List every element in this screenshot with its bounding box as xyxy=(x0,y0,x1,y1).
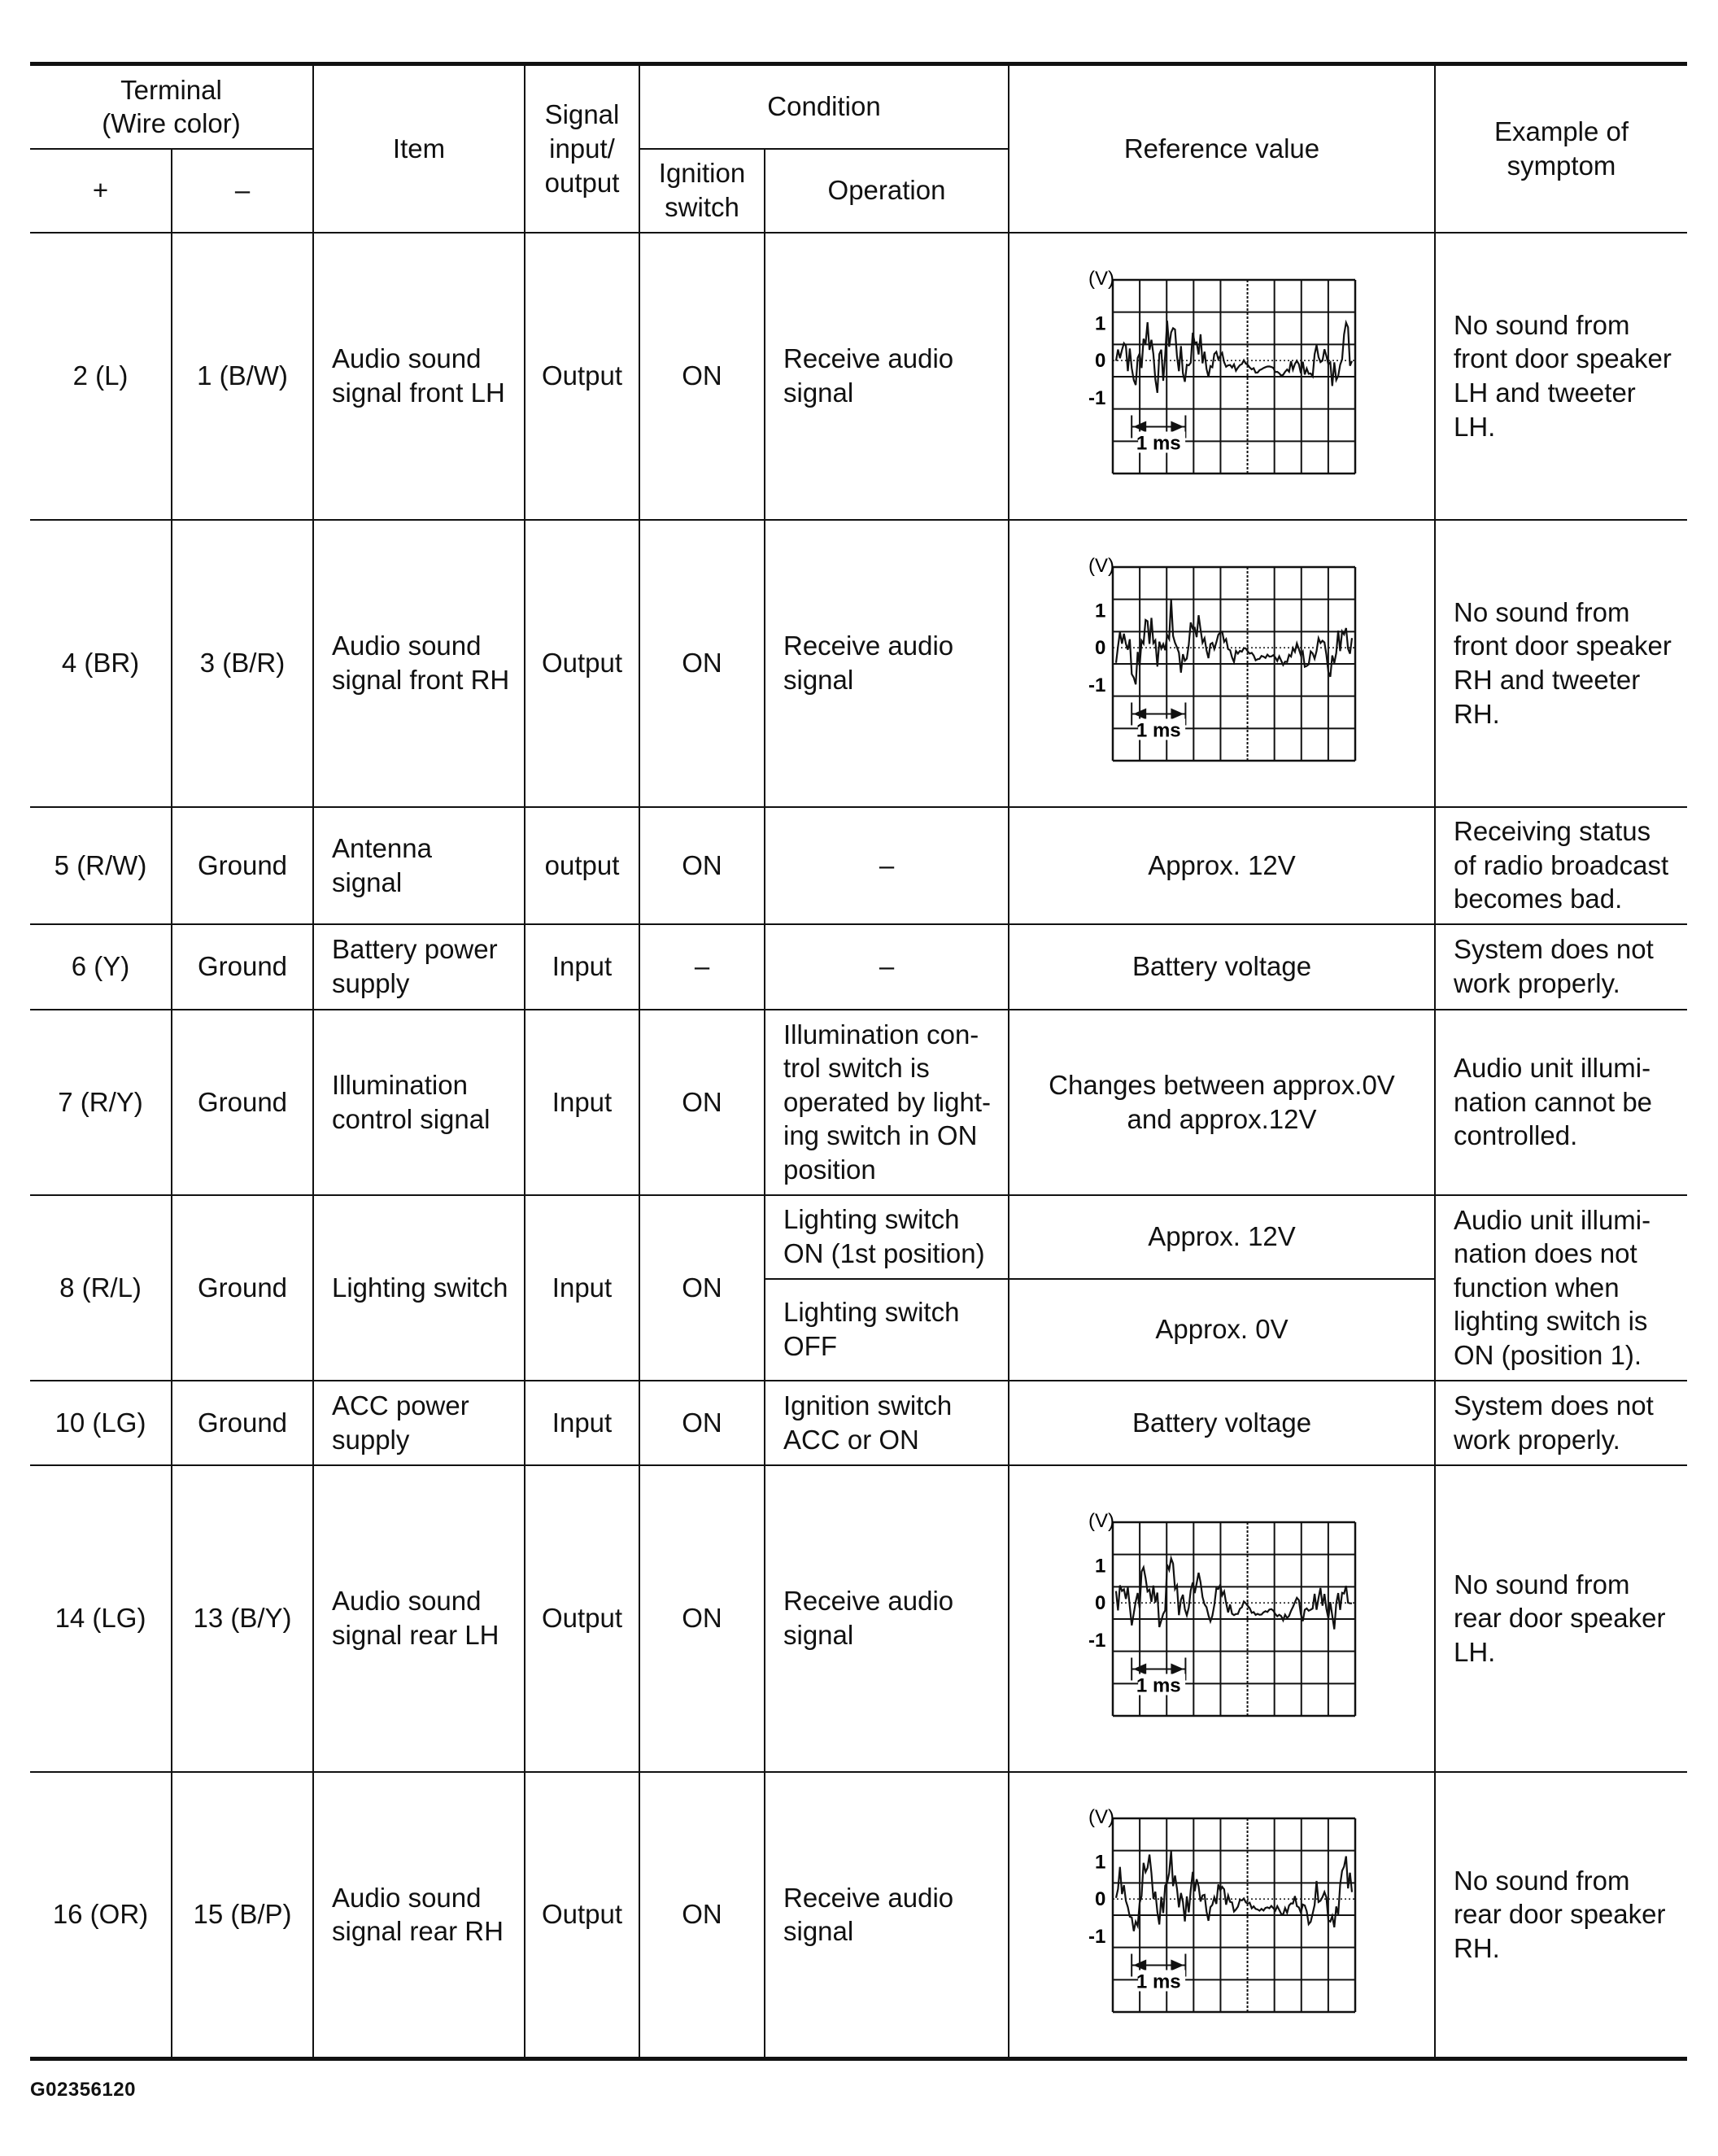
cell-reference: Approx. 0V xyxy=(1009,1279,1435,1381)
table-row xyxy=(30,1772,1687,2059)
cell-minus: 13 (B/Y) xyxy=(172,1465,313,1772)
cell-symptom: No sound from front door speaker LH and tweeter LH. xyxy=(1435,233,1687,520)
scale-label: 1 ms xyxy=(1136,1971,1181,1993)
y-tick-0: 0 xyxy=(1095,637,1106,660)
cell-item: ACC power supply xyxy=(313,1381,525,1465)
v-unit-label: (V) xyxy=(1088,1809,1114,1829)
cell-ignition: – xyxy=(639,924,765,1010)
cell-operation: Lighting switch OFF xyxy=(765,1279,1009,1381)
cell-symptom: System does not work properly. xyxy=(1435,924,1687,1010)
cell-io: output xyxy=(525,807,639,924)
cell-ignition: ON xyxy=(639,1010,765,1195)
y-tick-0: 0 xyxy=(1095,1888,1106,1911)
cell-ignition: ON xyxy=(639,1195,765,1381)
cell-io: Input xyxy=(525,1381,639,1465)
y-tick-0: 0 xyxy=(1095,1592,1106,1615)
header-terminal: Terminal (Wire color) xyxy=(30,64,313,149)
cell-operation: Receive audio signal xyxy=(765,233,1009,520)
cell-reference-waveform xyxy=(1009,1772,1435,2059)
cell-minus: Ground xyxy=(172,1010,313,1195)
cell-plus: 7 (R/Y) xyxy=(30,1010,172,1195)
cell-reference-waveform xyxy=(1009,1465,1435,1772)
scale-arrow xyxy=(1171,708,1184,719)
y-tick-1: 1 xyxy=(1095,312,1106,335)
cell-minus: Ground xyxy=(172,924,313,1010)
scale-arrow xyxy=(1171,421,1184,432)
cell-operation: Receive audio signal xyxy=(765,1465,1009,1772)
table-row xyxy=(30,1195,1687,1279)
waveform-trace xyxy=(1116,321,1352,393)
cell-item: Audio sound signal front LH xyxy=(313,233,525,520)
cell-ignition: ON xyxy=(639,1381,765,1465)
header-reference: Reference value xyxy=(1009,64,1435,233)
header-operation: Operation xyxy=(765,149,1009,233)
cell-io: Output xyxy=(525,520,639,807)
cell-item: Battery power supply xyxy=(313,924,525,1010)
cell-symptom: No sound from rear door speaker RH. xyxy=(1435,1772,1687,2059)
header-symptom: Example of symptom xyxy=(1435,64,1687,233)
cell-symptom: Audio unit illumi- nation cannot be controlled. xyxy=(1435,1010,1687,1195)
header-minus: – xyxy=(172,149,313,233)
scale-label: 1 ms xyxy=(1136,1674,1181,1697)
cell-operation: Receive audio signal xyxy=(765,520,1009,807)
cell-operation: Receive audio signal xyxy=(765,1772,1009,2059)
table-row xyxy=(30,1010,1687,1195)
cell-reference: Battery voltage xyxy=(1009,924,1435,1010)
y-tick-1: 1 xyxy=(1095,1851,1106,1874)
header-ignition: Ignition switch xyxy=(639,149,765,233)
cell-symptom: System does not work properly. xyxy=(1435,1381,1687,1465)
cell-reference: Battery voltage xyxy=(1009,1381,1435,1465)
scale-label: 1 ms xyxy=(1136,432,1181,455)
waveform-trace xyxy=(1116,1851,1352,1931)
v-unit-label: (V) xyxy=(1088,557,1114,577)
cell-plus: 6 (Y) xyxy=(30,924,172,1010)
cell-plus: 10 (LG) xyxy=(30,1381,172,1465)
cell-minus: Ground xyxy=(172,1195,313,1381)
cell-ignition: ON xyxy=(639,1465,765,1772)
y-tick-minus1: -1 xyxy=(1088,1926,1106,1949)
waveform-chart xyxy=(1084,557,1360,769)
cell-minus: 3 (B/R) xyxy=(172,520,313,807)
cell-plus: 5 (R/W) xyxy=(30,807,172,924)
cell-operation: Ignition switch ACC or ON xyxy=(765,1381,1009,1465)
cell-io: Input xyxy=(525,1010,639,1195)
cell-plus: 2 (L) xyxy=(30,233,172,520)
cell-operation: – xyxy=(765,807,1009,924)
cell-reference: Changes between approx.0V and approx.12V xyxy=(1009,1010,1435,1195)
table-row xyxy=(30,520,1687,807)
cell-item: Audio sound signal rear LH xyxy=(313,1465,525,1772)
y-tick-1: 1 xyxy=(1095,600,1106,622)
cell-ignition: ON xyxy=(639,233,765,520)
cell-symptom: No sound from front door speaker RH and tweeter RH. xyxy=(1435,520,1687,807)
scale-arrow xyxy=(1171,1663,1184,1674)
header-signal: Signal input/ output xyxy=(525,64,639,233)
table-row xyxy=(30,807,1687,924)
figure-code: G02356120 xyxy=(30,2079,136,2101)
cell-symptom: Audio unit illumi- nation does not function when lighting switch is ON (position 1). xyxy=(1435,1195,1687,1381)
cell-item: Audio sound signal rear RH xyxy=(313,1772,525,2059)
cell-plus: 8 (R/L) xyxy=(30,1195,172,1381)
cell-minus: Ground xyxy=(172,1381,313,1465)
y-tick-minus1: -1 xyxy=(1088,674,1106,696)
cell-ignition: ON xyxy=(639,520,765,807)
cell-operation: Illumination con- trol switch is operated by light- ing switch in ON position xyxy=(765,1010,1009,1195)
cell-ignition: ON xyxy=(639,807,765,924)
y-tick-0: 0 xyxy=(1095,350,1106,373)
waveform-chart xyxy=(1084,1512,1360,1724)
table-row xyxy=(30,924,1687,1010)
cell-minus: 15 (B/P) xyxy=(172,1772,313,2059)
scale-arrow xyxy=(1171,1960,1184,1971)
scale-label: 1 ms xyxy=(1136,719,1181,742)
cell-reference: Approx. 12V xyxy=(1009,1195,1435,1279)
table-row xyxy=(30,1465,1687,1772)
cell-plus: 4 (BR) xyxy=(30,520,172,807)
cell-io: Output xyxy=(525,1465,639,1772)
terminal-table xyxy=(30,62,1687,2061)
cell-operation: – xyxy=(765,924,1009,1010)
v-unit-label: (V) xyxy=(1088,270,1114,290)
cell-minus: 1 (B/W) xyxy=(172,233,313,520)
cell-minus: Ground xyxy=(172,807,313,924)
cell-io: Input xyxy=(525,924,639,1010)
table-row xyxy=(30,233,1687,520)
cell-ignition: ON xyxy=(639,1772,765,2059)
cell-plus: 16 (OR) xyxy=(30,1772,172,2059)
cell-io: Input xyxy=(525,1195,639,1381)
header-plus: + xyxy=(30,149,172,233)
table-row xyxy=(30,1381,1687,1465)
y-tick-minus1: -1 xyxy=(1088,386,1106,409)
waveform-chart xyxy=(1084,270,1360,482)
header-item: Item xyxy=(313,64,525,233)
waveform-trace xyxy=(1116,599,1352,684)
cell-item: Antenna signal xyxy=(313,807,525,924)
cell-operation: Lighting switch ON (1st position) xyxy=(765,1195,1009,1279)
cell-io: Output xyxy=(525,233,639,520)
waveform-chart xyxy=(1084,1809,1360,2020)
cell-reference-waveform xyxy=(1009,233,1435,520)
cell-item: Lighting switch xyxy=(313,1195,525,1381)
y-tick-minus1: -1 xyxy=(1088,1629,1106,1652)
y-tick-1: 1 xyxy=(1095,1555,1106,1578)
cell-item: Audio sound signal front RH xyxy=(313,520,525,807)
cell-plus: 14 (LG) xyxy=(30,1465,172,1772)
cell-io: Output xyxy=(525,1772,639,2059)
cell-item: Illumination control signal xyxy=(313,1010,525,1195)
cell-reference: Approx. 12V xyxy=(1009,807,1435,924)
cell-reference-waveform xyxy=(1009,520,1435,807)
cell-symptom: No sound from rear door speaker LH. xyxy=(1435,1465,1687,1772)
v-unit-label: (V) xyxy=(1088,1512,1114,1532)
header-condition: Condition xyxy=(639,64,1009,149)
cell-symptom: Receiving status of radio broadcast becomes bad. xyxy=(1435,807,1687,924)
